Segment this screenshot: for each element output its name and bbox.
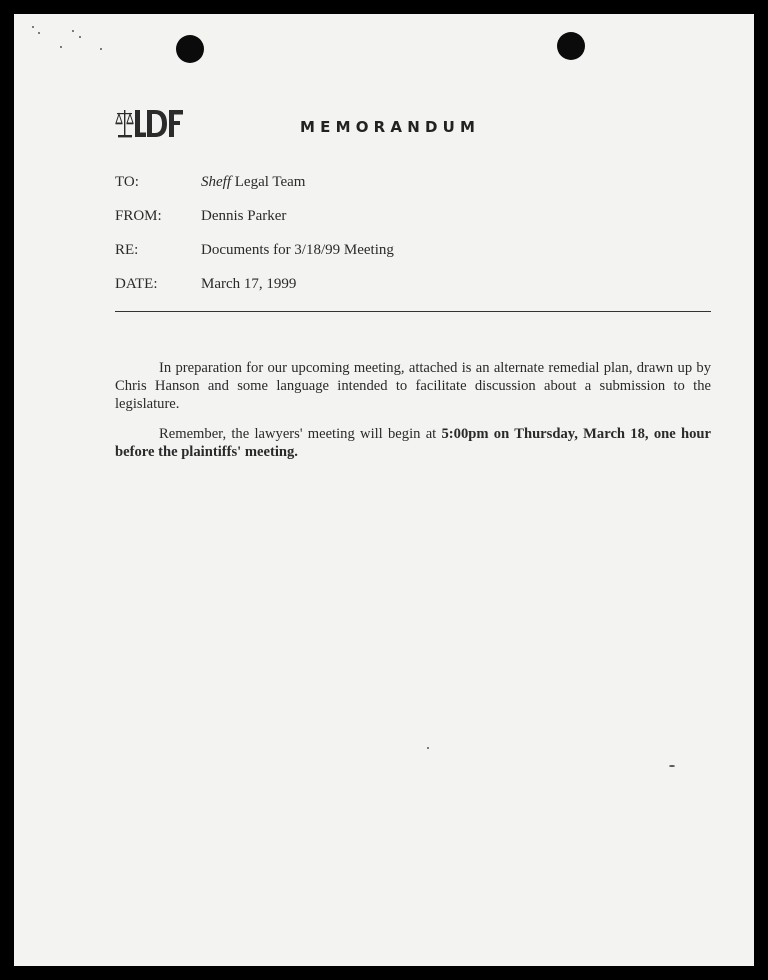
scan-speck (72, 30, 74, 32)
paragraph-2-bold: 5:00pm on Thursday, March 18, one hour before the plaintiffs' meeting. (115, 425, 711, 460)
scan-speck (38, 32, 40, 34)
from-label: FROM: (115, 208, 162, 224)
scan-speck (100, 48, 102, 50)
memo-page (14, 14, 754, 966)
date-label: DATE: (115, 276, 158, 292)
body-paragraph-1: In preparation for our upcoming meeting, attached is an alternate remedial plan, drawn up by Chris Hanson and some language intended to facilitate discussion about a submission to the legislature. (115, 359, 711, 412)
ldf-logo (115, 108, 185, 140)
scan-speck (427, 747, 429, 749)
to-value (201, 173, 305, 191)
scan-speck (32, 26, 34, 28)
to-label: TO: (115, 174, 139, 190)
header-divider (115, 311, 711, 312)
memo-title: MEMORANDUM (300, 118, 481, 136)
scan-speck (60, 46, 62, 48)
re-value: Documents for 3/18/99 Meeting (201, 242, 394, 258)
paragraph-2-plain: Remember, the lawyers' meeting will begin at (159, 425, 442, 442)
scan-speck (669, 765, 675, 767)
to-value-rest: Legal Team (231, 174, 306, 190)
date-value: March 17, 1999 (201, 276, 297, 292)
scan-speck (79, 36, 81, 38)
punch-hole-right (557, 32, 585, 60)
re-label: RE: (115, 242, 139, 258)
punch-hole-left (176, 35, 204, 63)
to-value-italic: Sheff (201, 174, 231, 190)
from-value: Dennis Parker (201, 208, 287, 224)
body-paragraph-2 (115, 425, 711, 461)
